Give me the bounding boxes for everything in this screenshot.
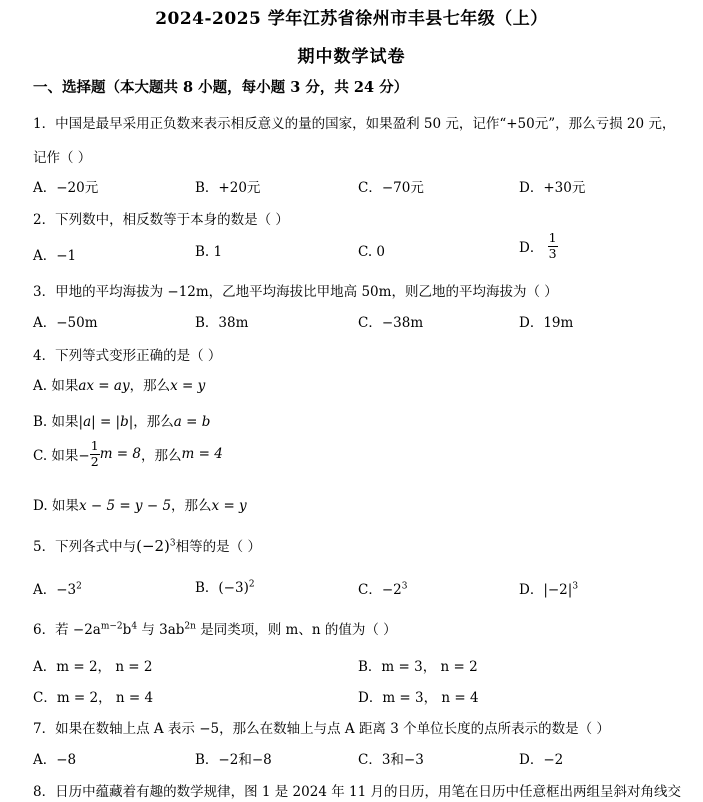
- q4-option-a[interactable]: [33, 374, 205, 394]
- q4-option-c[interactable]: [33, 440, 223, 468]
- q1-option-b[interactable]: B．+20元: [195, 180, 261, 196]
- q4-d-mid: ，那么: [171, 498, 212, 514]
- q6-stem: [33, 618, 397, 638]
- exam-title: 2024-2025 学年江苏省徐州市丰县七年级（上）: [155, 9, 548, 29]
- q5-stem: [33, 535, 261, 555]
- q4-a-mid: ，那么: [129, 378, 171, 394]
- q2-fraction-num: 1: [548, 230, 557, 245]
- q2-fraction: [548, 232, 558, 260]
- q6-option-b[interactable]: B．m = 3， n = 2: [358, 659, 478, 675]
- q5-c-base: C．−2: [358, 582, 402, 598]
- q3-option-b[interactable]: B．38m: [195, 315, 249, 331]
- q6-option-a[interactable]: A．m = 2， n = 2: [33, 659, 153, 675]
- q4-option-d[interactable]: [33, 494, 247, 514]
- q6-stem-post: 是同类项，则 m、n 的值为（ ）: [195, 622, 397, 638]
- q5-stem-base: (−2): [136, 537, 170, 555]
- q4-d-expr2: x = y: [211, 498, 247, 514]
- q4-b-pre: B. 如果: [33, 414, 79, 430]
- q4-c-fraction: [90, 440, 100, 468]
- q5-b-base: B．(−3): [195, 580, 249, 596]
- q4-b-mid: ，那么: [133, 414, 174, 430]
- q8-stem: 8．日历中蕴藏着有趣的数学规律，图 1 是 2024 年 11 月的日历，用笔在日历中任意框出两组呈斜对角线交: [33, 784, 681, 800]
- q4-d-pre: D. 如果: [33, 498, 79, 514]
- q4-c-expr1: m = 8: [99, 446, 141, 462]
- q6-exp1: m−2: [100, 621, 123, 632]
- q6-exp3: 2n: [184, 621, 196, 632]
- q4-c-mid: ，那么: [141, 448, 182, 464]
- q6-stem-mid1: b: [122, 622, 132, 638]
- q2-option-d[interactable]: [519, 232, 558, 260]
- q5-d-exp: 3: [572, 581, 579, 592]
- q4-b-expr1: |a| = |b|: [78, 414, 134, 430]
- q3-option-c[interactable]: C．−38m: [358, 315, 424, 331]
- q2-stem: 2．下列数中，相反数等于本身的数是（ ）: [33, 212, 289, 228]
- q7-stem: 7．如果在数轴上点 A 表示 −5，那么在数轴上与点 A 距离 3 个单位长度的点所表示的数是（ ）: [33, 721, 610, 737]
- q6-stem-mid2: 与 3ab: [137, 622, 185, 638]
- q3-stem: 3．甲地的平均海拔为 −12m，乙地平均海拔比甲地高 50m，则乙地的平均海拔为（ ）: [33, 284, 558, 300]
- q5-stem-post: 相等的是（ ）: [175, 539, 261, 555]
- q1-stem: 1．中国是最早采用正负数来表示相反意义的量的国家，如果盈利 50 元，记作“+50元”，那么亏损 20 元，: [33, 116, 676, 132]
- q4-option-b[interactable]: [33, 410, 210, 430]
- q5-stem-exp: 3: [169, 538, 176, 549]
- q6-stem-pre: 6．若 −2a: [33, 622, 101, 638]
- q1-option-c[interactable]: C．−70元: [358, 180, 424, 196]
- q4-a-expr1: ax = ay: [78, 378, 130, 394]
- q5-option-d[interactable]: [519, 578, 578, 598]
- q5-option-b[interactable]: [195, 576, 255, 596]
- q2-option-c[interactable]: C. 0: [358, 244, 386, 260]
- q4-b-expr2: a = b: [173, 414, 211, 430]
- q5-option-c[interactable]: [358, 578, 407, 598]
- q5-c-exp: 3: [401, 581, 408, 592]
- q1-option-d[interactable]: D．+30元: [519, 180, 586, 196]
- q4-stem: 4．下列等式变形正确的是（ ）: [33, 348, 222, 364]
- q3-option-d[interactable]: D．19m: [519, 315, 574, 331]
- q6-exp2: 4: [131, 621, 138, 632]
- q5-option-a[interactable]: [33, 578, 82, 598]
- q7-option-c[interactable]: C．3和−3: [358, 752, 424, 768]
- q2-option-b[interactable]: B. 1: [195, 244, 223, 260]
- exam-subtitle: 期中数学试卷: [297, 47, 406, 67]
- q3-option-a[interactable]: A．−50m: [33, 315, 98, 331]
- q5-stem-pre: 5．下列各式中与: [33, 539, 137, 555]
- q5-a-exp: 2: [76, 581, 82, 592]
- q5-d-base: D．|−2|: [519, 582, 573, 598]
- q7-option-b[interactable]: B．−2和−8: [195, 752, 272, 768]
- q4-c-fraction-den: 2: [90, 453, 99, 469]
- q1-option-a[interactable]: A．−20元: [33, 180, 99, 196]
- q7-option-d[interactable]: D．−2: [519, 752, 564, 768]
- q5-b-exp: 2: [248, 579, 255, 590]
- q2-option-a[interactable]: A．−1: [33, 248, 77, 264]
- q4-c-expr2: m = 4: [181, 446, 223, 462]
- q4-d-expr1: x − 5 = y − 5: [78, 498, 172, 514]
- q1-stem-cont: 记作（ ）: [33, 150, 92, 166]
- q7-option-a[interactable]: A．−8: [33, 752, 77, 768]
- q6-option-c[interactable]: C．m = 2， n = 4: [33, 690, 154, 706]
- section-heading: 一、选择题（本大题共 8 小题，每小题 3 分，共 24 分）: [33, 79, 409, 96]
- q6-option-d[interactable]: D．m = 3， n = 4: [358, 690, 479, 706]
- q4-a-pre: A. 如果: [33, 378, 79, 394]
- q5-a-base: A．−3: [33, 582, 77, 598]
- q4-a-expr2: x = y: [170, 378, 206, 394]
- q2-option-d-label: D．: [519, 240, 544, 256]
- q2-fraction-den: 3: [548, 245, 557, 261]
- q4-c-fraction-num: 1: [90, 438, 99, 453]
- q4-c-pre: C. 如果−: [33, 448, 90, 464]
